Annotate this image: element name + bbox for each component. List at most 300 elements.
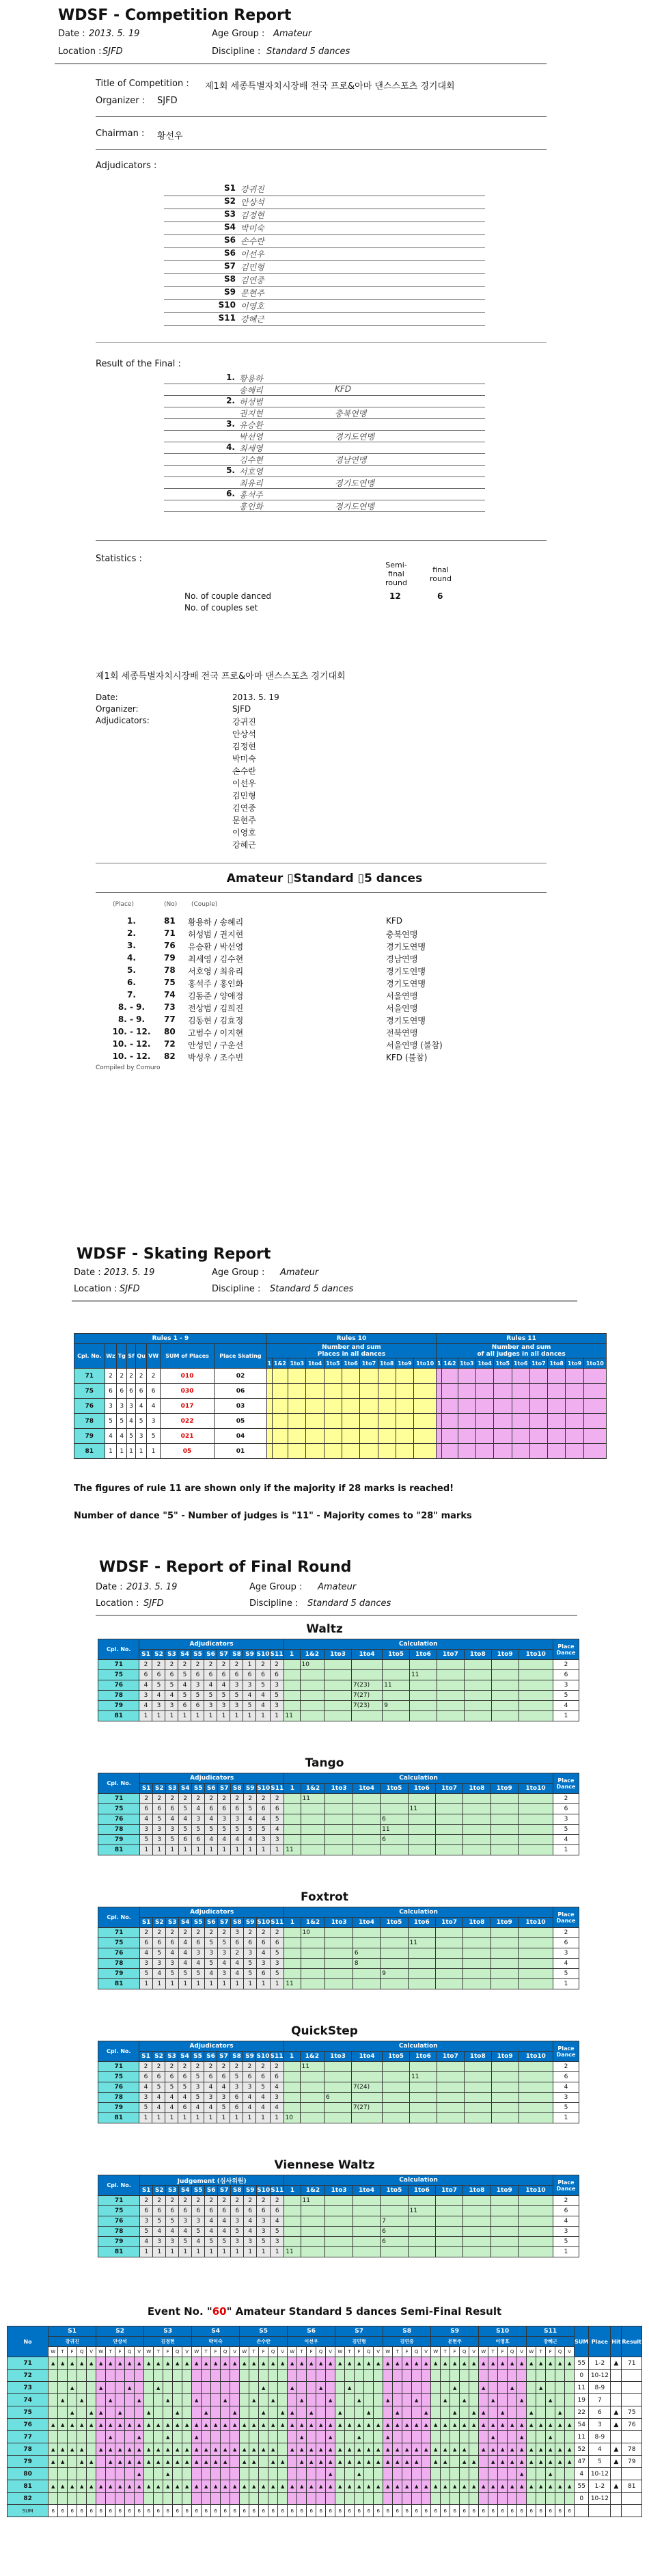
judge-mark: 5 <box>179 1804 192 1814</box>
rule11-cell <box>494 1429 512 1444</box>
result-label: Result of the Final : <box>96 359 181 369</box>
sf-sum-cell: 6 <box>259 2505 268 2517</box>
stat-semi-header: Semi- final round <box>385 561 407 587</box>
sf-mark: ▲ <box>106 2431 115 2443</box>
sf-mark: ▲ <box>565 2419 575 2431</box>
couple-number: 79 <box>98 1835 140 1845</box>
rules-11-header: Rules 11 <box>437 1334 607 1344</box>
judge-mark: 4 <box>139 1680 152 1691</box>
judge-mark: 5 <box>205 2237 218 2247</box>
calc-cell <box>491 2072 519 2082</box>
sf-mark: ▲ <box>230 2480 240 2493</box>
adjudicators-label: Adjudicators : <box>96 161 157 171</box>
judge-mark: 2 <box>217 2062 230 2072</box>
judge-mark: 4 <box>270 2082 284 2093</box>
rule11-cell <box>529 1384 547 1399</box>
sf-row <box>8 2406 642 2419</box>
rank-number: 81 <box>164 916 176 926</box>
sf-dance-letter: T <box>536 2347 546 2357</box>
judge-mark: 2 <box>217 1660 230 1670</box>
sf-mark <box>565 2493 575 2505</box>
sf-mark <box>508 2431 517 2443</box>
judge-mark: 3 <box>192 1948 205 1959</box>
sf-mark <box>211 2493 221 2505</box>
sf-mark <box>221 2406 230 2419</box>
rank-club: 서울연맹 <box>386 991 418 1001</box>
calc-cell <box>491 1804 518 1814</box>
calc-cell <box>437 1670 464 1680</box>
rule11-cell <box>512 1399 529 1414</box>
sf-mark <box>326 2493 335 2505</box>
sf-mark: ▲ <box>345 2456 355 2468</box>
sf-mark: ▲ <box>460 2480 469 2493</box>
calc-col-header: 1to8 <box>463 2186 491 2196</box>
sf-mark: ▲ <box>355 2431 364 2443</box>
sf-mark: ▲ <box>125 2357 135 2370</box>
sf-mark: ▲ <box>240 2456 249 2468</box>
calc-cell <box>284 2227 301 2237</box>
judge-mark: 5 <box>205 1938 218 1948</box>
rule10-cell <box>306 1414 324 1429</box>
judge-mark: 4 <box>257 1948 271 1959</box>
couple-number: 71 <box>98 1928 140 1938</box>
sf-sum-cell: 6 <box>297 2505 307 2517</box>
sf-mark: ▲ <box>278 2357 288 2370</box>
sf-mark: ▲ <box>412 2357 422 2370</box>
sf-sum-cell: 6 <box>115 2505 125 2517</box>
sf-mark: ▲ <box>135 2357 144 2370</box>
judge-mark: 6 <box>205 1804 218 1814</box>
sf-mark <box>230 2370 240 2382</box>
sf-mark <box>422 2370 431 2382</box>
judge-mark: 1 <box>218 1845 231 1855</box>
rule11-cell <box>494 1369 512 1384</box>
sf-mark <box>393 2394 402 2406</box>
sf-dance-letter: W <box>479 2347 488 2357</box>
calc-cell <box>284 2103 300 2113</box>
calc-cell <box>464 1670 491 1680</box>
place-skating: 02 <box>215 1369 267 1384</box>
sf-mark <box>211 2468 221 2480</box>
sf-result <box>622 2370 642 2382</box>
calc-cell <box>410 1691 437 1701</box>
sf-mark: ▲ <box>335 2419 345 2431</box>
calc-cell <box>300 2103 324 2113</box>
calc-cell <box>353 2227 380 2237</box>
sf-mark <box>345 2431 355 2443</box>
sf-mark <box>268 2468 278 2480</box>
calc-cell <box>437 1660 464 1670</box>
sf-mark: ▲ <box>517 2419 527 2431</box>
sf-dance-letter: W <box>144 2347 154 2357</box>
dance-row <box>98 1825 579 1835</box>
rule10-cell <box>378 1444 396 1459</box>
rule10-cell <box>396 1444 413 1459</box>
stat-final-header: final round <box>430 565 452 583</box>
majority-note: Number of dance "5" - Number of judges is "11" - Majority comes to "28" marks <box>74 1511 472 1521</box>
sf-mark: ▲ <box>135 2468 144 2480</box>
sf-mark: ▲ <box>316 2382 326 2394</box>
sf-mark: ▲ <box>479 2480 488 2493</box>
judge-mark: 5 <box>231 2227 244 2237</box>
couple-number: 76 <box>98 1948 140 1959</box>
sf-sum-cell: 6 <box>288 2505 297 2517</box>
judge-mark: 6 <box>231 1938 244 1948</box>
calc-cell <box>491 1835 518 1845</box>
rule10-cell <box>414 1399 437 1414</box>
sf-mark <box>240 2370 249 2382</box>
list-adjudicator: 문현주 <box>232 816 256 825</box>
judge-mark: 1 <box>152 2113 165 2123</box>
sf-mark: ▲ <box>249 2480 259 2493</box>
sf-mark: ▲ <box>288 2419 297 2431</box>
dance-place: 2 <box>105 1369 117 1384</box>
sf-mark <box>441 2493 450 2505</box>
sf-mark: ▲ <box>536 2480 546 2493</box>
adjudicator-code: S11 <box>218 313 236 323</box>
sf-mark: ▲ <box>383 2394 393 2406</box>
sf-sum-row <box>8 2505 642 2517</box>
places-header: 1&2 <box>442 1358 458 1369</box>
calc-cell <box>381 1959 408 1969</box>
sf-sum-cell: 6 <box>488 2505 498 2517</box>
sf-mark <box>555 2394 565 2406</box>
sf-dance-letter: Q <box>316 2347 326 2357</box>
judge-col-header: S8 <box>230 2052 243 2062</box>
adjudicator-name: 문현주 <box>240 289 264 298</box>
dance-row <box>98 1691 579 1701</box>
sf-mark <box>154 2370 163 2382</box>
sf-mark <box>135 2406 144 2419</box>
sf-mark <box>469 2370 479 2382</box>
sf-result <box>622 2468 642 2480</box>
dance-place: 2 <box>127 1369 136 1384</box>
list-title: 제1회 세종특별자치시장배 전국 프로&아마 댄스스포츠 경기대회 <box>96 671 346 682</box>
sf-mark: ▲ <box>297 2480 307 2493</box>
sk-location: SJFD <box>120 1284 140 1294</box>
sf-names-row <box>8 2337 642 2347</box>
sf-mark: ▲ <box>374 2456 383 2468</box>
rank-club: 경기도연맹 <box>386 942 426 952</box>
sf-mark: ▲ <box>546 2443 555 2456</box>
final-results <box>164 373 485 512</box>
couple-number: 79 <box>98 1969 140 1979</box>
sf-mark: ▲ <box>58 2419 68 2431</box>
calc-cell <box>410 2062 437 2072</box>
calc-cell <box>518 1794 553 1804</box>
result-lady: 김수현 <box>239 455 263 465</box>
sf-mark <box>144 2493 154 2505</box>
sf-mark <box>374 2382 383 2394</box>
calc-col-header: 1&2 <box>300 1650 324 1660</box>
rules-1-9-header: Rules 1 - 9 <box>74 1334 267 1344</box>
sf-mark: ▲ <box>527 2357 536 2370</box>
adjudicator-name: 김민형 <box>240 263 264 272</box>
rule11-cell <box>512 1369 529 1384</box>
sf-mark: ▲ <box>268 2419 278 2431</box>
judge-mark: 2 <box>256 2062 270 2072</box>
judge-mark: 4 <box>165 1691 178 1701</box>
adjudicator-name: 박미숙 <box>240 224 264 233</box>
sf-mark: ▲ <box>335 2357 345 2370</box>
rank-place: 8. - 9. <box>118 1002 146 1012</box>
judge-mark: 5 <box>178 2082 191 2093</box>
skating-table <box>74 1333 607 1459</box>
sf-mark: ▲ <box>555 2357 565 2370</box>
calc-cell <box>325 1794 353 1804</box>
judge-mark: 5 <box>271 1814 284 1825</box>
calc-cell <box>464 1701 491 1711</box>
result-line <box>164 454 485 466</box>
sf-mark: ▲ <box>374 2357 383 2370</box>
judge-mark: 4 <box>271 1825 284 1835</box>
dance-name: Waltz <box>306 1622 343 1636</box>
sf-mark: ▲ <box>345 2357 355 2370</box>
sf-mark: ▲ <box>135 2456 144 2468</box>
judge-mark: 2 <box>179 1928 192 1938</box>
sf-result <box>622 2493 642 2505</box>
sf-mark: ▲ <box>355 2443 364 2456</box>
sf-mark <box>96 2493 106 2505</box>
place-dance: 1 <box>553 2247 579 2257</box>
rule10-cell <box>360 1444 378 1459</box>
couple-number: 79 <box>74 1429 105 1444</box>
list-adjudicator: 김민형 <box>232 791 256 801</box>
judge-mark: 5 <box>192 1825 205 1835</box>
calc-cell <box>435 2227 462 2237</box>
calc-cell <box>463 2216 491 2227</box>
sf-mark: ▲ <box>536 2456 546 2468</box>
sf-mark: ▲ <box>192 2419 202 2431</box>
judge-mark: 3 <box>231 1814 244 1825</box>
sf-mark: ▲ <box>87 2419 96 2431</box>
sf-mark <box>154 2468 163 2480</box>
sf-mark <box>58 2370 68 2382</box>
sf-mark: ▲ <box>240 2480 249 2493</box>
sf-sum-cell: 6 <box>144 2505 154 2517</box>
sf-sum-cell: 6 <box>498 2505 508 2517</box>
sf-mark: ▲ <box>431 2419 441 2431</box>
calc-cell <box>463 1959 491 1969</box>
sf-mark: ▲ <box>565 2480 575 2493</box>
calc-cell <box>518 1969 553 1979</box>
rank-club: KFD (불참) <box>386 1053 428 1062</box>
sf-sum-cell: 6 <box>402 2505 412 2517</box>
calc-cell <box>518 1938 553 1948</box>
rule11-cell <box>437 1384 442 1399</box>
sf-mark: ▲ <box>202 2443 211 2456</box>
judge-mark: 3 <box>153 2237 166 2247</box>
result-lady: 홍인화 <box>239 502 263 511</box>
calc-cell <box>410 1680 437 1691</box>
sf-sum-cell: 6 <box>230 2505 240 2517</box>
calc-cell <box>518 1959 553 1969</box>
calc-cell <box>351 2072 382 2082</box>
result-lady: 최유리 <box>239 479 263 488</box>
judge-mark: 4 <box>152 2093 165 2103</box>
judge-mark: 4 <box>139 2082 152 2093</box>
sf-mark <box>230 2394 240 2406</box>
sf-title-suffix: " Amateur Standard 5 dances Semi-Final Result <box>226 2305 502 2318</box>
sf-judge-header: S10 <box>479 2326 527 2337</box>
sf-mark <box>125 2468 135 2480</box>
calc-cell: 11 <box>301 2196 325 2206</box>
places-header: 1to7 <box>529 1358 547 1369</box>
judge-mark: 5 <box>179 2237 192 2247</box>
calc-cell <box>301 1979 325 1989</box>
sf-mark <box>154 2493 163 2505</box>
sf-mark: ▲ <box>268 2394 278 2406</box>
col-no: (No) <box>164 901 178 908</box>
sf-mark <box>364 2431 374 2443</box>
dance-table <box>98 2041 579 2123</box>
sf-mark <box>106 2493 115 2505</box>
sf-mark: ▲ <box>249 2443 259 2456</box>
sf-cpl-header: No <box>8 2326 49 2357</box>
judge-mark: 1 <box>178 1711 191 1721</box>
sf-mark <box>450 2456 460 2468</box>
calc-cell <box>491 1979 518 1989</box>
sf-mark <box>297 2370 307 2382</box>
sk-date-label: Date : <box>74 1267 101 1278</box>
place-dance: 2 <box>553 1660 579 1670</box>
judge-mark: 6 <box>230 1670 243 1680</box>
rule10-cell <box>272 1384 288 1399</box>
calc-cell: 11 <box>383 1680 410 1691</box>
sf-place: 1-2 <box>589 2480 611 2493</box>
sf-mark <box>135 2493 144 2505</box>
sf-mark: ▲ <box>307 2419 316 2431</box>
calc-cell <box>491 1959 518 1969</box>
judge-mark: 4 <box>205 2216 218 2227</box>
stat-final-value: 6 <box>437 591 443 601</box>
rule11-cell <box>529 1414 547 1429</box>
dance-place: 4 <box>105 1429 117 1444</box>
judge-mark: 5 <box>271 2227 284 2237</box>
judge-col-header: S11 <box>271 1784 284 1794</box>
judge-col-header: S2 <box>153 2186 166 2196</box>
sf-dance-letter: W <box>240 2347 249 2357</box>
sf-mark <box>383 2406 393 2419</box>
calc-cell <box>464 1660 491 1670</box>
sf-mark <box>326 2406 335 2419</box>
sf-mark <box>278 2370 288 2382</box>
calc-cell <box>353 1979 380 1989</box>
calc-col-header: 1&2 <box>301 1918 325 1928</box>
dance-place: 1 <box>135 1444 147 1459</box>
rule10-cell <box>288 1414 306 1429</box>
sf-mark <box>307 2370 316 2382</box>
sf-mark: ▲ <box>288 2382 297 2394</box>
calc-col-header: 1to4 <box>351 2052 382 2062</box>
judge-mark: 5 <box>179 1825 192 1835</box>
sf-mark: ▲ <box>450 2357 460 2370</box>
sf-mark <box>536 2370 546 2382</box>
rank-number: 75 <box>164 978 176 987</box>
sf-mark: ▲ <box>288 2480 297 2493</box>
sf-mark: ▲ <box>154 2443 163 2456</box>
judge-mark: 3 <box>179 2216 192 2227</box>
calc-col-header: 1 <box>284 2186 301 2196</box>
sf-sum-cell: 6 <box>182 2505 192 2517</box>
judge-mark: 6 <box>153 1804 166 1814</box>
judge-mark: 3 <box>166 2237 179 2247</box>
judge-mark: 2 <box>244 1794 257 1804</box>
dance-row <box>98 1660 579 1670</box>
judge-mark: 5 <box>166 2216 179 2227</box>
calc-cell <box>408 2237 435 2247</box>
places-header: 1to4 <box>306 1358 324 1369</box>
judge-col-header: S8 <box>231 2186 244 2196</box>
judge-mark: 6 <box>166 1804 179 1814</box>
judge-mark: 4 <box>243 2093 256 2103</box>
sf-mark <box>240 2382 249 2394</box>
calc-cell <box>435 2216 462 2227</box>
rule10-cell <box>272 1399 288 1414</box>
sf-mark <box>517 2370 527 2382</box>
dance-row <box>98 1701 579 1711</box>
calc-cell <box>435 1969 462 1979</box>
rule10-cell <box>342 1399 360 1414</box>
sf-mark <box>259 2370 268 2382</box>
judge-mark: 2 <box>178 1660 191 1670</box>
judge-mark: 3 <box>270 1680 284 1691</box>
judge-col-header: S11 <box>270 2052 284 2062</box>
calc-cell <box>325 2206 353 2216</box>
sf-mark: ▲ <box>546 2468 555 2480</box>
calc-cell <box>491 1794 518 1804</box>
judge-mark: 6 <box>166 2206 179 2216</box>
judge-mark: 1 <box>179 2247 192 2257</box>
sf-mark: ▲ <box>402 2357 412 2370</box>
sf-dance-letter: Q <box>221 2347 230 2357</box>
judge-col-header: S7 <box>218 1784 231 1794</box>
stat-couples-set-label: No. of couples set <box>184 603 258 613</box>
calc-cell <box>519 1711 553 1721</box>
sf-dance-letters-row <box>8 2347 642 2357</box>
rank-club: 전북연맹 <box>386 1028 418 1038</box>
sf-mark: ▲ <box>402 2456 412 2468</box>
sf-sum-cell: 6 <box>278 2505 288 2517</box>
dance-table <box>98 1773 579 1855</box>
sf-mark <box>249 2493 259 2505</box>
sf-mark <box>115 2370 125 2382</box>
calc-cell <box>464 1711 491 1721</box>
compiled-by: Compiled by Comuro <box>96 1064 161 1071</box>
judge-mark: 5 <box>140 2227 153 2237</box>
sf-dance-letter: T <box>249 2347 259 2357</box>
place-dance: 2 <box>553 1928 579 1938</box>
sf-sum-cell: 6 <box>355 2505 364 2517</box>
judge-col-header: S7 <box>217 1650 230 1660</box>
place-dance: 4 <box>553 1835 579 1845</box>
places-header: 1to7 <box>360 1358 378 1369</box>
judge-mark: 3 <box>271 1959 284 1969</box>
calc-col-header: 1to5 <box>383 2052 410 2062</box>
divider <box>72 1300 577 1302</box>
sf-mark <box>431 2370 441 2382</box>
sf-mark <box>479 2394 488 2406</box>
judge-mark: 2 <box>153 1794 166 1804</box>
calc-cell: 11 <box>408 1804 435 1814</box>
dance-row <box>98 2103 579 2113</box>
sf-dance-letter: V <box>565 2347 575 2357</box>
age-group-label: Age Group : <box>212 29 265 39</box>
judge-mark: 1 <box>139 1711 152 1721</box>
sf-mark: ▲ <box>383 2357 393 2370</box>
sf-mark <box>441 2431 450 2443</box>
judge-mark: 3 <box>140 1825 153 1835</box>
